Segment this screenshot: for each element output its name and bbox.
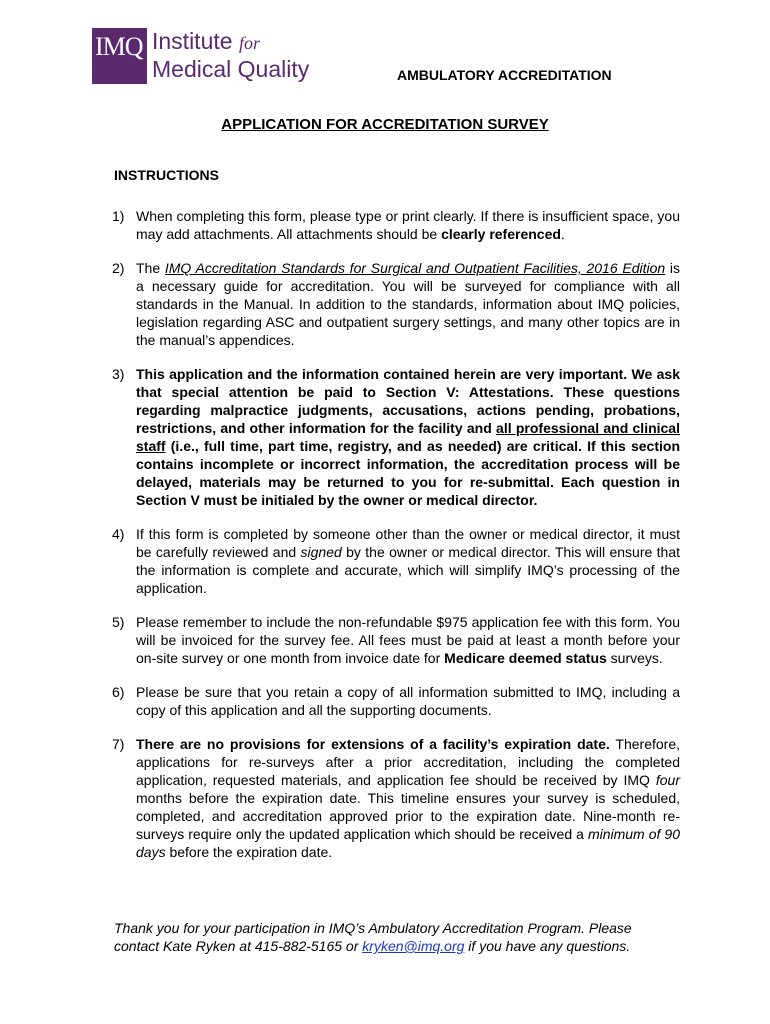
item-emphasis: all professional and clinical staff [136, 420, 680, 454]
item-number: 5) [112, 614, 125, 630]
logo-wordmark [152, 28, 309, 82]
item-emphasis: Medicare deemed status [444, 650, 607, 666]
item-emphasis: clearly referenced [441, 226, 561, 242]
closing-text: if you have any questions. [464, 938, 631, 954]
imq-logo [92, 28, 310, 84]
item-text: This application and the information contained herein are very important. We ask that special attention be paid to Section V: Attestations. These questions regarding malpractice judgments, accusations, actions pending, probations, restrictions, and other information for the facility and [136, 366, 680, 436]
instruction-item [112, 683, 680, 719]
item-text: (i.e., full time, part time, registry, and as needed) are critical. If this section contains incomplete or incorrect information, the accreditation process will be delayed, materials may be returned to you for re-submittal. Each question in Section V must be initialed by the owner or medical director. [136, 438, 680, 508]
item-number: 7) [112, 736, 125, 752]
item-number: 4) [112, 526, 125, 542]
item-emphasis: four [655, 772, 680, 788]
item-number: 1) [112, 208, 125, 224]
instruction-item [112, 259, 680, 349]
instruction-item [112, 207, 680, 243]
closing-text: Thank you for your participation in IMQ’s Ambulatory Accreditation Program. Please contact Kate Ryken at 415-882-5165 or [114, 920, 632, 954]
item-number: 6) [112, 684, 125, 700]
contact-email-link[interactable]: kryken@imq.org [362, 938, 465, 954]
item-text: . [560, 226, 565, 242]
item-emphasis: minimum of 90 days [136, 826, 680, 860]
item-emphasis: signed [300, 544, 342, 560]
instruction-item [112, 365, 680, 509]
item-emphasis: There are no provisions for extensions of a facility’s expiration date. [136, 736, 610, 752]
item-text: before the expiration date. [165, 844, 333, 860]
logo-for: for [238, 33, 260, 53]
instruction-item [112, 735, 680, 861]
closing-note [114, 919, 680, 955]
imq-logo-mark [92, 28, 147, 84]
logo-line2: Medical Quality [152, 56, 310, 82]
item-text: months before the expiration date. This timeline ensures your survey is scheduled, completed, and accreditation approved prior to the expiration date. Nine-month re-surveys require only the updated application which should be received a [136, 790, 680, 842]
item-number: 3) [112, 366, 125, 382]
instruction-item [112, 613, 680, 667]
item-text: The [136, 260, 165, 276]
page-title: APPLICATION FOR ACCREDITATION SURVEY [221, 116, 549, 133]
item-text: by the owner or medical director. This will ensure that the information is complete and accurate, which will simplify IMQ’s processing of the application. [136, 544, 680, 596]
logo-mark-text: IMQ [95, 32, 143, 61]
item-text: If this form is completed by someone other than the owner or medical director, it must be carefully reviewed and [136, 526, 680, 560]
item-text: is a necessary guide for accreditation. You will be surveyed for compliance with all standards in the Manual. In addition to the standards, information about IMQ policies, legislation regarding ASC and outpatient surgery settings, and many other topics are in the manual’s appendices. [136, 260, 681, 348]
item-text: When completing this form, please type or print clearly. If there is insufficient space, you may add attachments. All attachments should be [136, 208, 680, 242]
item-text: Therefore, applications for re-surveys after a prior accreditation, including the completed application, requested materials, and application fee should be received by IMQ [136, 736, 680, 788]
logo-line1: Institute [152, 28, 233, 54]
item-number: 2) [112, 260, 125, 276]
item-text: Please be sure that you retain a copy of all information submitted to IMQ, including a copy of this application and all the supporting documents. [136, 684, 680, 718]
manual-title: IMQ Accreditation Standards for Surgical and Outpatient Facilities, 2016 Edition [164, 260, 666, 276]
item-text: surveys. [606, 650, 663, 666]
instructions-list [112, 207, 680, 877]
program-label: AMBULATORY ACCREDITATION [397, 67, 612, 83]
item-text: Please remember to include the non-refundable $975 application fee with this form. You will be invoiced for the survey fee. All fees must be paid at least a month before your on-site survey or one month from invoice date for [136, 614, 680, 666]
instruction-item [112, 525, 680, 597]
section-heading: INSTRUCTIONS [114, 167, 219, 183]
